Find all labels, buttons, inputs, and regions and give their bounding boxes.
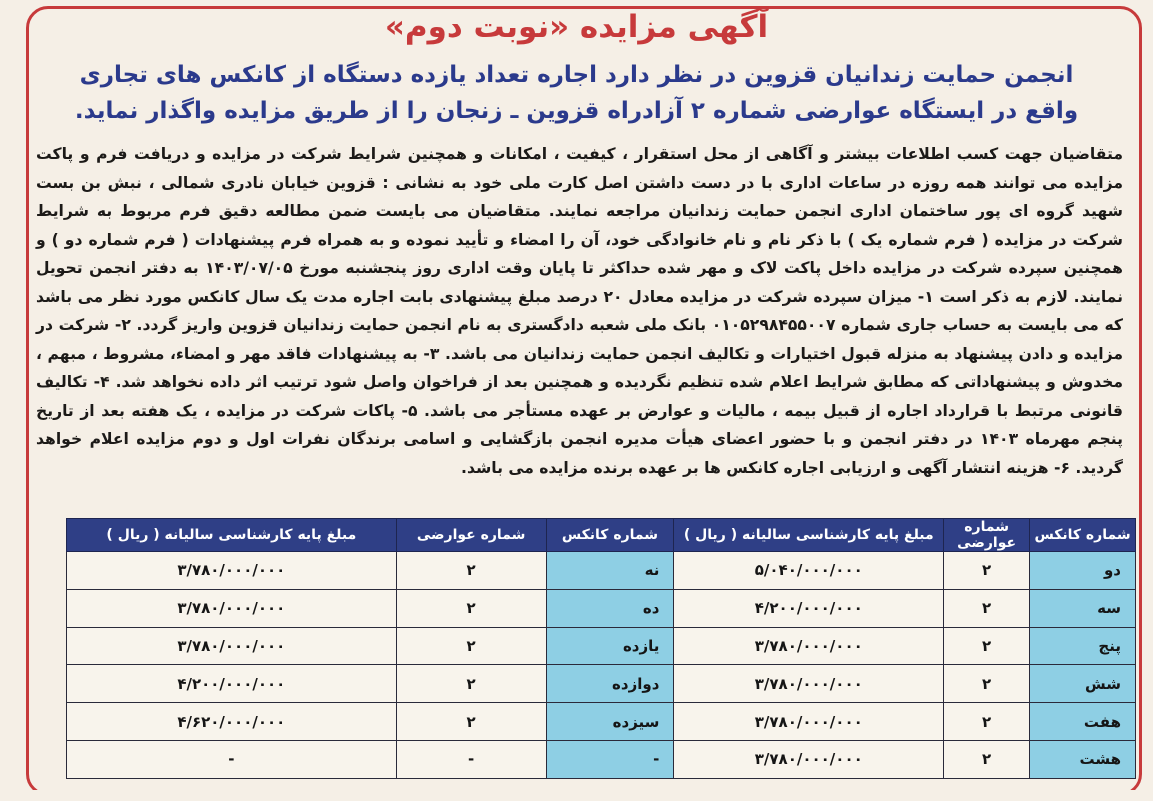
kiosk-name-cell: دوازده <box>546 665 674 703</box>
table-row <box>67 627 1136 665</box>
header-base-price: مبلغ پایه کارشناسی سالیانه ( ریال ) <box>67 519 397 552</box>
notice-subtitle-line-1: انجمن حمایت زندانیان قزوین در نظر دارد اجاره تعداد یازده دستگاه از کانکس های تجاری <box>79 62 1074 88</box>
kiosk-name-cell: هفت <box>1030 703 1136 741</box>
header-kiosk-no: شماره کانکس <box>546 519 674 552</box>
header-base-price: مبلغ پایه کارشناسی سالیانه ( ریال ) <box>674 519 944 552</box>
price-cell: ۴/۲۰۰/۰۰۰/۰۰۰ <box>674 589 944 627</box>
price-cell: ۳/۷۸۰/۰۰۰/۰۰۰ <box>67 589 397 627</box>
kiosk-name-cell: - <box>546 740 674 778</box>
price-cell: ۳/۷۸۰/۰۰۰/۰۰۰ <box>674 703 944 741</box>
table-row <box>67 665 1136 703</box>
notice-body: متقاضیان جهت کسب اطلاعات بیشتر و آگاهی از محل استقرار ، کیفیت ، امکانات و همچنین شرایط شرکت در مزایده و دریافت فرم و پاکت مزایده می توانند همه روزه در ساعات اداری با در دست داشتن اصل کارت ملی خود به نشانی : قزوین خیابان نادری شمالی ، نبش بن بست شهید گروه ای پور ساختمان اداری انجمن حمایت زندانیان مراجعه نمایند. متقاضیان می بایست ضمن مطالعه دقیق فرم مربوط به شرایط شرکت در مزایده ( فرم شماره یک ) با ذکر نام و نام خانوادگی خود، آن را امضاء و تأیید نموده و به همراه فرم پیشنهادات ( فرم شماره دو ) و همچنین سپرده شرکت در مزایده داخل پاکت لاک و مهر شده حداکثر تا پایان وقت اداری روز پنجشنبه مورخ ۱۴۰۳/۰۷/۰۵ به دفتر انجمن تحویل نمایند. لازم به ذکر است ۱- میزان سپرده شرکت در مزایده معادل ۲۰ درصد مبلغ پیشنهادی بابت اجاره مدت یک سال کانکس مورد نظر می باشد که می بایست به حساب جاری شماره ۰۱۰۵۲۹۸۴۵۵۰۰۷ بانک ملی شعبه دادگستری به نام انجمن حمایت زندانیان قزوین واریز گردد. ۲- شرکت در مزایده و دادن پیشنهاد به منزله قبول اختیارات و تکالیف انجمن حمایت زندانیان می باشد. ۳- به پیشنهادات فاقد مهر و امضاء، مشروط ، مبهم ، مخدوش و پیشنهاداتی که مطابق شرایط اعلام شده تنظیم نگردیده و همچنین بعد از فراخوان واصل شود ترتیب اثر داده نخواهد شد. ۴- تکالیف قانونی مرتبط با قرارداد اجاره از قبیل بیمه ، مالیات و عوارض بر عهده مستأجر می باشد. ۵- پاکات شرکت در مزایده ، یک هفته بعد از تاریخ پنجم مهرماه ۱۴۰۳ در دفتر انجمن و با حضور اعضای هیأت مدیره انجمن بازگشایی و اسامی برندگان نفرات اول و دوم مزایده اعلام خواهد گردید. ۶- هزینه انتشار آگهی و ارزیابی اجاره کانکس ها بر عهده برنده مزایده می باشد. <box>36 145 1124 477</box>
kiosk-name-cell: ده <box>546 589 674 627</box>
toll-number-cell: ۲ <box>944 740 1030 778</box>
toll-number-cell: - <box>396 740 546 778</box>
toll-number-cell: ۲ <box>944 589 1030 627</box>
price-cell: ۳/۷۸۰/۰۰۰/۰۰۰ <box>674 627 944 665</box>
kiosk-name-cell: یازده <box>546 627 674 665</box>
kiosk-name-cell: پنج <box>1030 627 1136 665</box>
kiosk-name-cell: دو <box>1030 552 1136 590</box>
toll-number-cell: ۲ <box>944 665 1030 703</box>
notice-title: آگهی مزایده «نوبت دوم» <box>384 9 769 45</box>
toll-number-cell: ۲ <box>944 552 1030 590</box>
header-toll-no: شماره عوارضی <box>396 519 546 552</box>
kiosk-name-cell: سیزده <box>546 703 674 741</box>
header-toll-no: شماره عوارضی <box>944 519 1030 552</box>
toll-number-cell: ۲ <box>944 703 1030 741</box>
toll-number-cell: ۲ <box>396 627 546 665</box>
toll-number-cell: ۲ <box>396 552 546 590</box>
price-cell: ۴/۲۰۰/۰۰۰/۰۰۰ <box>67 665 397 703</box>
kiosk-name-cell: نه <box>546 552 674 590</box>
table-header-row <box>67 519 1136 552</box>
table-row <box>67 740 1136 778</box>
toll-number-cell: ۲ <box>944 627 1030 665</box>
price-cell: ۳/۷۸۰/۰۰۰/۰۰۰ <box>674 740 944 778</box>
price-cell: ۴/۶۲۰/۰۰۰/۰۰۰ <box>67 703 397 741</box>
price-cell: ۳/۷۸۰/۰۰۰/۰۰۰ <box>67 552 397 590</box>
price-cell: ۵/۰۴۰/۰۰۰/۰۰۰ <box>674 552 944 590</box>
toll-number-cell: ۲ <box>396 589 546 627</box>
kiosk-name-cell: شش <box>1030 665 1136 703</box>
notice-subtitle-line-2: واقع در ایستگاه عوارضی شماره ۲ آزادراه قزوین ـ زنجان را از طریق مزایده واگذار نماید. <box>74 98 1079 124</box>
price-cell: ۳/۷۸۰/۰۰۰/۰۰۰ <box>67 627 397 665</box>
kiosk-price-table <box>66 518 1136 779</box>
table-row <box>67 552 1136 590</box>
table-row <box>67 589 1136 627</box>
toll-number-cell: ۲ <box>396 703 546 741</box>
kiosk-name-cell: هشت <box>1030 740 1136 778</box>
table-row <box>67 703 1136 741</box>
price-cell: ۳/۷۸۰/۰۰۰/۰۰۰ <box>674 665 944 703</box>
header-kiosk-no: شماره کانکس <box>1030 519 1136 552</box>
toll-number-cell: ۲ <box>396 665 546 703</box>
price-cell: - <box>67 740 397 778</box>
kiosk-name-cell: سه <box>1030 589 1136 627</box>
